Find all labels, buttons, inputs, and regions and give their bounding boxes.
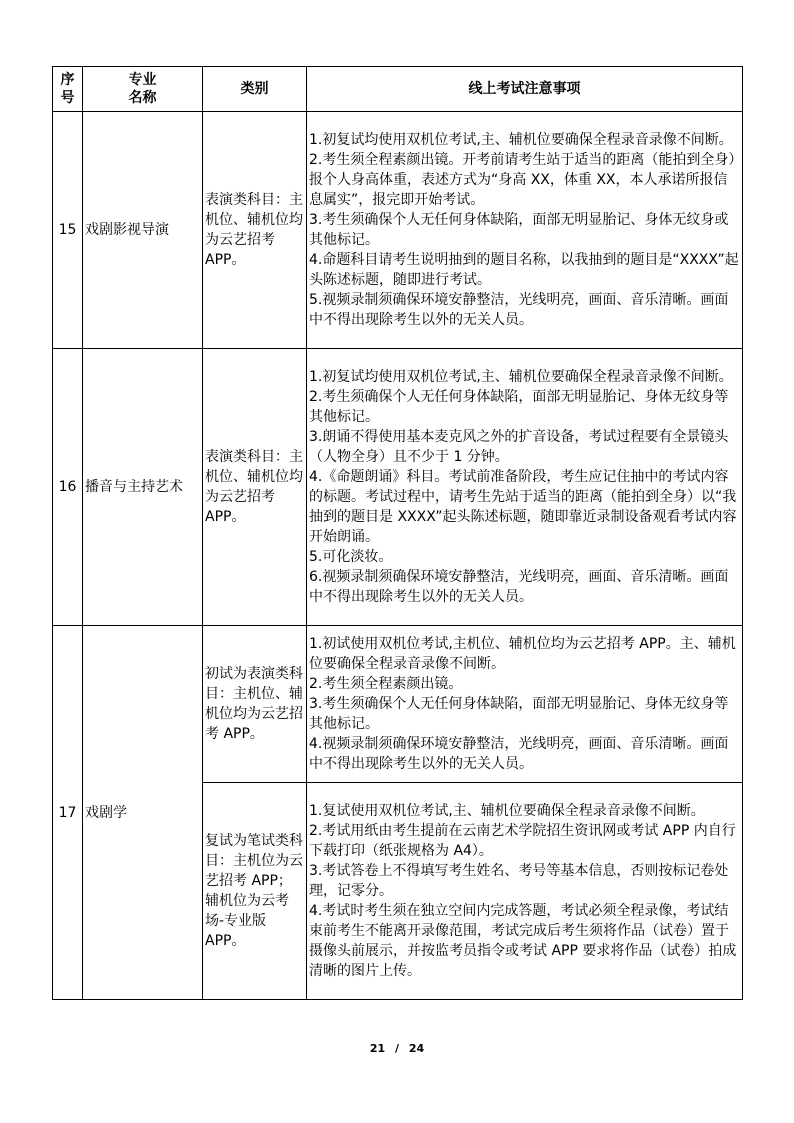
exam-notes-table xyxy=(52,66,743,1000)
note-item: 2.考生须全程素颜出镜。 xyxy=(309,676,463,692)
header-major xyxy=(83,67,203,112)
major-name: 戏剧影视导演 xyxy=(83,112,203,349)
page-number xyxy=(0,1042,794,1055)
page-total: 24 xyxy=(408,1042,425,1055)
major-name: 戏剧学 xyxy=(83,626,203,1000)
header-major-line1: 专业 xyxy=(128,72,157,88)
note-item: 3.朗诵不得使用基本麦克风之外的扩音设备，考试过程要有全景镜头（人物全身）且不少于 1 分钟。 xyxy=(309,429,729,465)
table-row xyxy=(53,626,743,783)
notes-cell xyxy=(307,112,743,349)
row-number: 15 xyxy=(53,112,83,349)
note-item: 4.视频录制须确保环境安静整洁，光线明亮，画面、音乐清晰。画面中不得出现除考生以外的无关人员。 xyxy=(309,736,729,772)
page-current: 21 xyxy=(369,1042,386,1055)
note-item: 3.考生须确保个人无任何身体缺陷，面部无明显胎记、身体无纹身等其他标记。 xyxy=(309,696,729,732)
note-item: 5.可化淡妆。 xyxy=(309,549,393,565)
header-category: 类别 xyxy=(203,67,307,112)
note-item: 1.初试使用双机位考试,主机位、辅机位均为云艺招考 APP。主、辅机位要确保全程录音录像不间断。 xyxy=(309,636,736,672)
table-row xyxy=(53,349,743,626)
notes-cell xyxy=(307,626,743,783)
table-row xyxy=(53,112,743,349)
notes-cell xyxy=(307,783,743,1000)
note-item: 1.初复试均使用双机位考试,主、辅机位要确保全程录音录像不间断。 xyxy=(309,369,733,385)
header-num: 序号 xyxy=(53,67,83,112)
note-item: 4.命题科目请考生说明抽到的题目名称，以我抽到的题目是“XXXX”起头陈述标题，随即进行考试。 xyxy=(309,252,739,288)
note-item: 2.考生须确保个人无任何身体缺陷，面部无明显胎记、身体无纹身等其他标记。 xyxy=(309,389,729,425)
note-item: 1.复试使用双机位考试,主、辅机位要确保全程录音录像不间断。 xyxy=(309,803,705,819)
category-cell: 复试为笔试类科目：主机位为云艺招考 APP；辅机位为云考场-专业版 APP。 xyxy=(203,783,307,1000)
note-item: 3.考生须确保个人无任何身体缺陷，面部无明显胎记、身体无纹身或其他标记。 xyxy=(309,212,729,248)
note-item: 6.视频录制须确保环境安静整洁，光线明亮，画面、音乐清晰。画面中不得出现除考生以外的无关人员。 xyxy=(309,569,729,605)
category-cell: 初试为表演类科目：主机位、辅机位均为云艺招考 APP。 xyxy=(203,626,307,783)
row-number: 16 xyxy=(53,349,83,626)
note-item: 4.考试时考生须在独立空间内完成答题，考试必须全程录像，考试结束前考生不能离开录像范围，考试完成后考生须将作品（试卷）置于摄像头前展示，并按监考员指令或考试 APP 要求将作品（试卷）拍成清晰的图片上传。 xyxy=(309,903,737,979)
note-item: 4.《命题朗诵》科目。考试前准备阶段，考生应记住抽中的考试内容的标题。考试过程中，请考生先站于适当的距离（能拍到全身）以“我抽到的题目是 XXXX”起头陈述标题，随即靠近录制设备观看考试内容开始朗诵。 xyxy=(309,469,737,545)
note-item: 1.初复试均使用双机位考试,主、辅机位要确保全程录音录像不间断。 xyxy=(309,132,733,148)
category-cell: 表演类科目：主机位、辅机位均为云艺招考 APP。 xyxy=(203,112,307,349)
note-item: 2.考试用纸由考生提前在云南艺术学院招生资讯网或考试 APP 内自行下载打印（纸张规格为 A4）。 xyxy=(309,823,736,859)
note-item: 5.视频录制须确保环境安静整洁，光线明亮，画面、音乐清晰。画面中不得出现除考生以外的无关人员。 xyxy=(309,292,729,328)
major-name: 播音与主持艺术 xyxy=(83,349,203,626)
category-cell: 表演类科目：主机位、辅机位均为云艺招考 APP。 xyxy=(203,349,307,626)
row-number: 17 xyxy=(53,626,83,1000)
notes-cell xyxy=(307,349,743,626)
page-separator: / xyxy=(394,1042,400,1055)
header-major-line2: 名称 xyxy=(128,90,157,106)
note-item: 3.考试答卷上不得填写考生姓名、考号等基本信息，否则按标记卷处理，记零分。 xyxy=(309,863,729,899)
header-notes: 线上考试注意事项 xyxy=(307,67,743,112)
table-header-row xyxy=(53,67,743,112)
note-item: 2.考生须全程素颜出镜。开考前请考生站于适当的距离（能拍到全身）报个人身高体重，表述方式为“身高 XX，体重 XX，本人承诺所报信息属实”，报完即开始考试。 xyxy=(309,152,736,208)
